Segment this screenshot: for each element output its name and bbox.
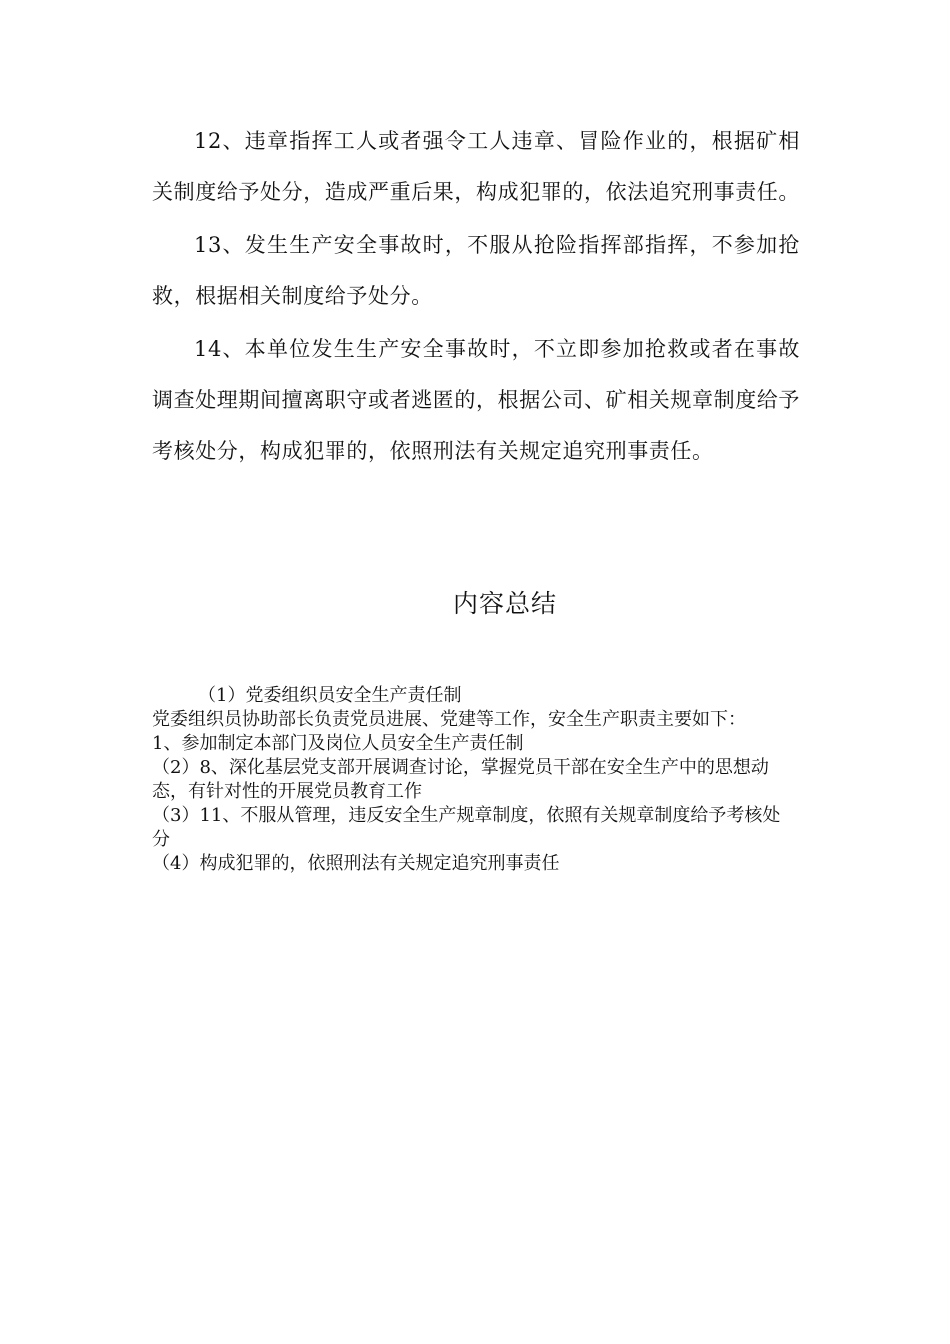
summary-line: （1）党委组织员安全生产责任制 bbox=[198, 685, 462, 706]
summary-line: （4）构成犯罪的，依照刑法有关规定追究刑事责任 bbox=[152, 853, 560, 874]
paragraph-12: 12、违章指挥工人或者强令工人违章、冒险作业的，根据矿相关制度给予处分，造成严重后果，构成犯罪的，依法追究刑事责任。 bbox=[152, 129, 800, 204]
paragraph-13: 13、发生生产安全事故时，不服从抢险指挥部指挥，不参加抢救，根据相关制度给予处分。 bbox=[152, 233, 800, 308]
summary-section bbox=[152, 684, 798, 876]
summary-line: 党委组织员协助部长负责党员进展、党建等工作，安全生产职责主要如下： bbox=[152, 709, 746, 730]
summary-title: 内容总结 bbox=[452, 589, 557, 618]
document-body bbox=[152, 116, 800, 479]
paragraph-14: 14、本单位发生生产安全事故时，不立即参加抢救或者在事故调查处理期间擅离职守或者逃匿的，根据公司、矿相关规章制度给予考核处分，构成犯罪的，依照刑法有关规定追究刑事责任。 bbox=[152, 337, 800, 463]
summary-line: 1、参加制定本部门及岗位人员安全生产责任制 bbox=[152, 733, 524, 754]
summary-line: （3）11、不服从管理，违反安全生产规章制度，依照有关规章制度给予考核处分 bbox=[152, 805, 781, 850]
summary-line: （2）8、深化基层党支部开展调查讨论，掌握党员干部在安全生产中的思想动态，有针对性的开展党员教育工作 bbox=[152, 757, 769, 802]
